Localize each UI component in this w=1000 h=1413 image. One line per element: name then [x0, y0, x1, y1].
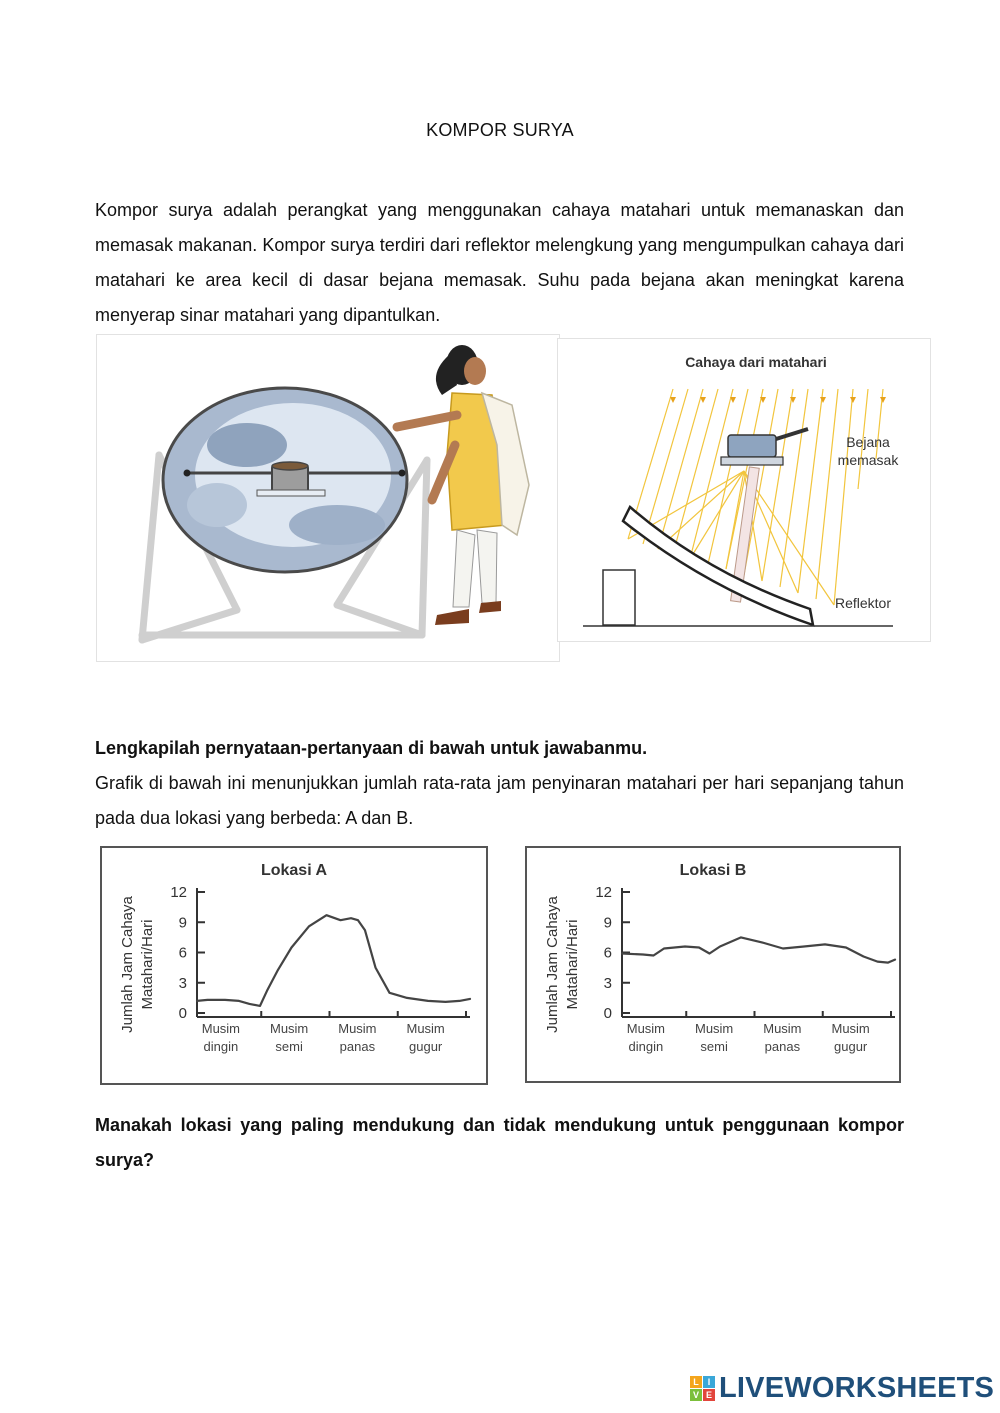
x-tick-label: Musim: [694, 1021, 734, 1036]
support-block: [603, 570, 635, 625]
dish-shade-1: [207, 423, 287, 467]
y-tick-label: 0: [178, 1005, 187, 1022]
x-tick-label: Musim: [763, 1021, 802, 1036]
page-title: KOMPOR SURYA: [426, 120, 574, 140]
x-tick-label: Musim: [406, 1021, 445, 1036]
x-tick-label: gugur: [409, 1039, 443, 1054]
diagram-pot: [728, 435, 776, 457]
series-line: [197, 915, 470, 1006]
brand-name: LIVEWORKSHEETS: [719, 1371, 995, 1404]
instruction-heading: Lengkapilah pernyataan-pertanyaan di bawah untuk jawabanmu.: [95, 738, 648, 758]
reflector-label: Reflektor: [834, 595, 892, 611]
chart-plot-area: [102, 848, 486, 1083]
x-tick-label: Musim: [201, 1021, 241, 1036]
logo-letter-i: I: [703, 1376, 715, 1388]
pot-holder: [721, 457, 783, 465]
rod-end-left: [184, 470, 191, 477]
x-tick-label: gugur: [834, 1039, 868, 1054]
x-tick-label: semi: [700, 1039, 728, 1054]
y-tick-label: 6: [178, 944, 187, 962]
y-tick-label: 3: [603, 974, 612, 992]
x-tick-label: dingin: [628, 1039, 664, 1054]
question-text: Manakah lokasi yang paling mendukung dan tidak mendukung untuk penggunaan kompor surya?: [95, 1115, 904, 1170]
y-tick-label: 9: [603, 914, 612, 932]
chart-lokasi-b: [525, 846, 901, 1083]
y-tick-label: 12: [170, 884, 187, 901]
y-axis-label: Jumlah Jam Cahaya: [119, 896, 136, 1033]
reflector-diagram-drawing: [558, 339, 930, 641]
logo-letter-v: V: [690, 1389, 702, 1401]
intro-paragraph: Kompor surya adalah perangkat yang menggunakan cahaya matahari untuk memanaskan dan memasak makanan. Kompor surya terdiri dari reflektor melengkung yang mengumpulkan cahaya dari matahari ke area kecil di dasar bejana memasak. Suhu pada bejana akan meningkat karena menyerap sinar matahari yang dipantulkan.: [95, 200, 904, 325]
pot-handle: [776, 429, 808, 439]
logo-letter-e: E: [703, 1389, 715, 1401]
logo-letter-l: L: [690, 1376, 702, 1388]
y-tick-label: 9: [178, 914, 187, 932]
brand-logo-icon: [690, 1376, 715, 1401]
pot-lid: [272, 462, 308, 470]
woman-figure: [397, 345, 529, 625]
pot-label-1: Bejana: [846, 434, 890, 450]
y-tick-label: 3: [178, 974, 187, 992]
dish-shade-2: [289, 505, 385, 545]
x-tick-label: semi: [275, 1039, 303, 1054]
solar-cooker-illustration: [96, 334, 560, 662]
x-tick-label: Musim: [831, 1021, 870, 1036]
chart-title: Lokasi A: [260, 862, 328, 879]
dish-shade-3: [187, 483, 247, 527]
chart-plot-area: [527, 848, 899, 1081]
rod-end-right: [399, 470, 406, 477]
y-tick-label: 12: [595, 884, 612, 901]
y-axis-label: Matahari/Hari: [139, 919, 156, 1010]
series-line: [622, 937, 895, 962]
graph-intro: Grafik di bawah ini menunjukkan jumlah rata-rata jam penyinaran matahari per hari sepanjang tahun pada dua lokasi yang berbeda: A dan B.: [95, 773, 904, 828]
x-tick-label: Musim: [626, 1021, 666, 1036]
pot-stand: [257, 490, 325, 496]
solar-cooker-drawing: [97, 335, 559, 661]
y-tick-label: 6: [603, 944, 612, 962]
reflector-diagram: [557, 338, 931, 642]
chart-lokasi-a: [100, 846, 488, 1085]
y-axis-label: Jumlah Jam Cahaya: [544, 896, 561, 1033]
reflector: [623, 507, 813, 625]
sun-label: Cahaya dari matahari: [685, 354, 827, 370]
x-tick-label: Musim: [338, 1021, 377, 1036]
y-tick-label: 0: [603, 1005, 612, 1022]
pot-label-2: memasak: [837, 452, 899, 468]
x-tick-label: dingin: [203, 1039, 239, 1054]
liveworksheets-brand: [690, 1370, 995, 1406]
y-axis-label: Matahari/Hari: [564, 919, 581, 1010]
x-tick-label: Musim: [269, 1021, 309, 1036]
x-tick-label: panas: [339, 1039, 376, 1054]
x-tick-label: panas: [764, 1039, 801, 1054]
ray-arrows: [670, 397, 886, 403]
chart-title: Lokasi B: [679, 862, 747, 879]
